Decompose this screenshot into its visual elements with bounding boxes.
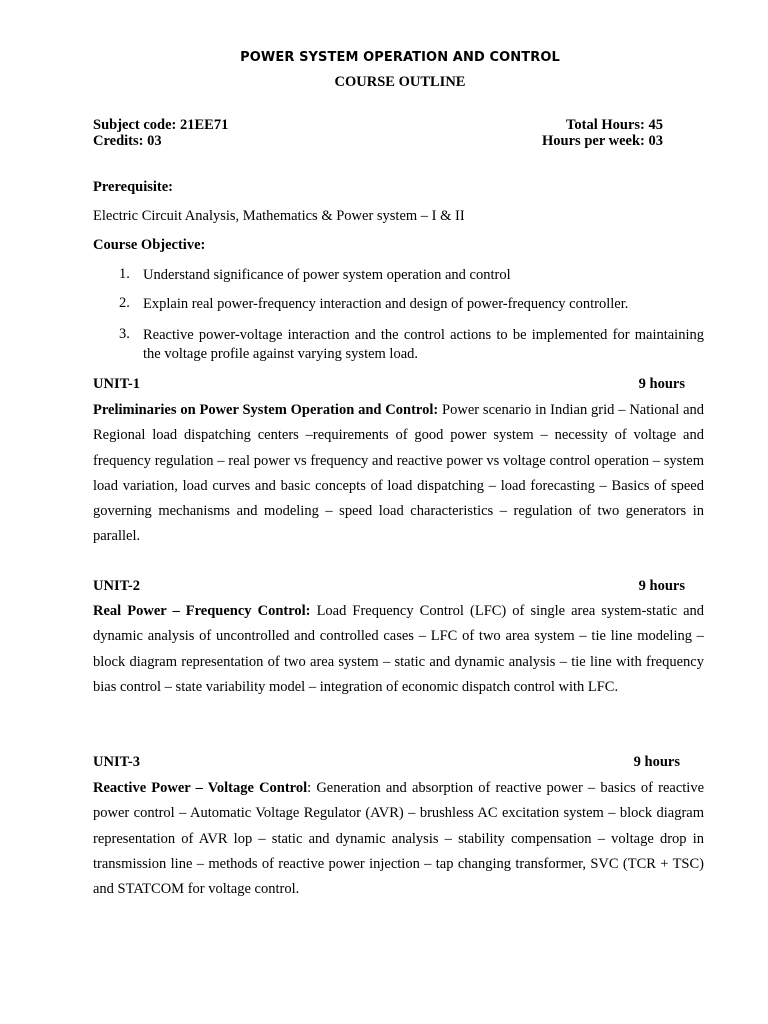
unit-topic: Preliminaries on Power System Operation and Control: [93,402,439,418]
prerequisite-text: Electric Circuit Analysis, Mathematics & Power system – I & II [93,208,465,224]
credits: Credits: 03 [93,133,162,149]
unit-topic: Real Power – Frequency Control: [93,603,311,619]
prerequisite-heading: Prerequisite: [93,179,173,195]
unit-topic-separator: : [307,780,317,796]
meta-row-2 [93,133,663,150]
unit-2-content [93,599,704,700]
objective-number: 2. [119,295,130,311]
course-title: POWER SYSTEM OPERATION AND CONTROL [240,50,560,65]
unit-1-content [93,398,704,550]
unit-3-content [93,776,704,902]
objective-number: 1. [119,266,130,282]
meta-row-1 [93,117,663,134]
unit-label: UNIT-1 [93,376,141,392]
unit-body: Generation and absorption of reactive power – basics of reactive power control – Automatic Voltage Regulator (AVR) – brushless AC excitation system – block diagram representation of AVR lop – static and dynamic analysis – stability compensation – voltage drop in transmission line – methods of reactive power injection – tap changing transformer, SVC (TCR + TSC) and STATCOM for voltage control. [93,780,704,898]
course-outline-heading: COURSE OUTLINE [334,74,466,90]
unit-label: UNIT-3 [93,754,141,770]
unit-hours: 9 hours [638,376,685,392]
unit-3-header [93,754,680,771]
unit-body: Load Frequency Control (LFC) of single area system-static and dynamic analysis of uncontrolled and controlled cases – LFC of two area system – tie line modeling – block diagram representation of two area system – static and dynamic analysis – tie line with frequency bias control – state variability model – integration of economic dispatch control with LFC. [93,603,705,695]
objective-text: Reactive power-voltage interaction and the control actions to be implemented for maintaining the voltage profile against varying system load. [143,327,704,362]
unit-hours: 9 hours [633,754,680,770]
objective-text: Explain real power-frequency interaction and design of power-frequency controller. [143,296,629,312]
total-hours: Total Hours: 45 [566,117,663,133]
subject-code: Subject code: 21EE71 [93,117,229,133]
unit-body: Power scenario in Indian grid – National and Regional load dispatching centers –requirements of good power system – necessity of voltage and frequency regulation – real power vs frequency and reactive power vs voltage control operation – system load variation, load curves and basic concepts of load dispatching – load forecasting – Basics of speed governing mechanisms and modeling – speed load characteristics – regulation of two generators in parallel. [93,402,705,545]
course-objective-heading: Course Objective: [93,237,206,253]
unit-2-header [93,578,685,595]
unit-topic: Reactive Power – Voltage Control [93,780,308,796]
objective-number: 3. [119,326,130,342]
unit-1-header [93,376,685,393]
objective-text: Understand significance of power system operation and control [143,267,511,283]
unit-label: UNIT-2 [93,578,141,594]
unit-hours: 9 hours [638,578,685,594]
hours-per-week: Hours per week: 03 [542,133,663,149]
